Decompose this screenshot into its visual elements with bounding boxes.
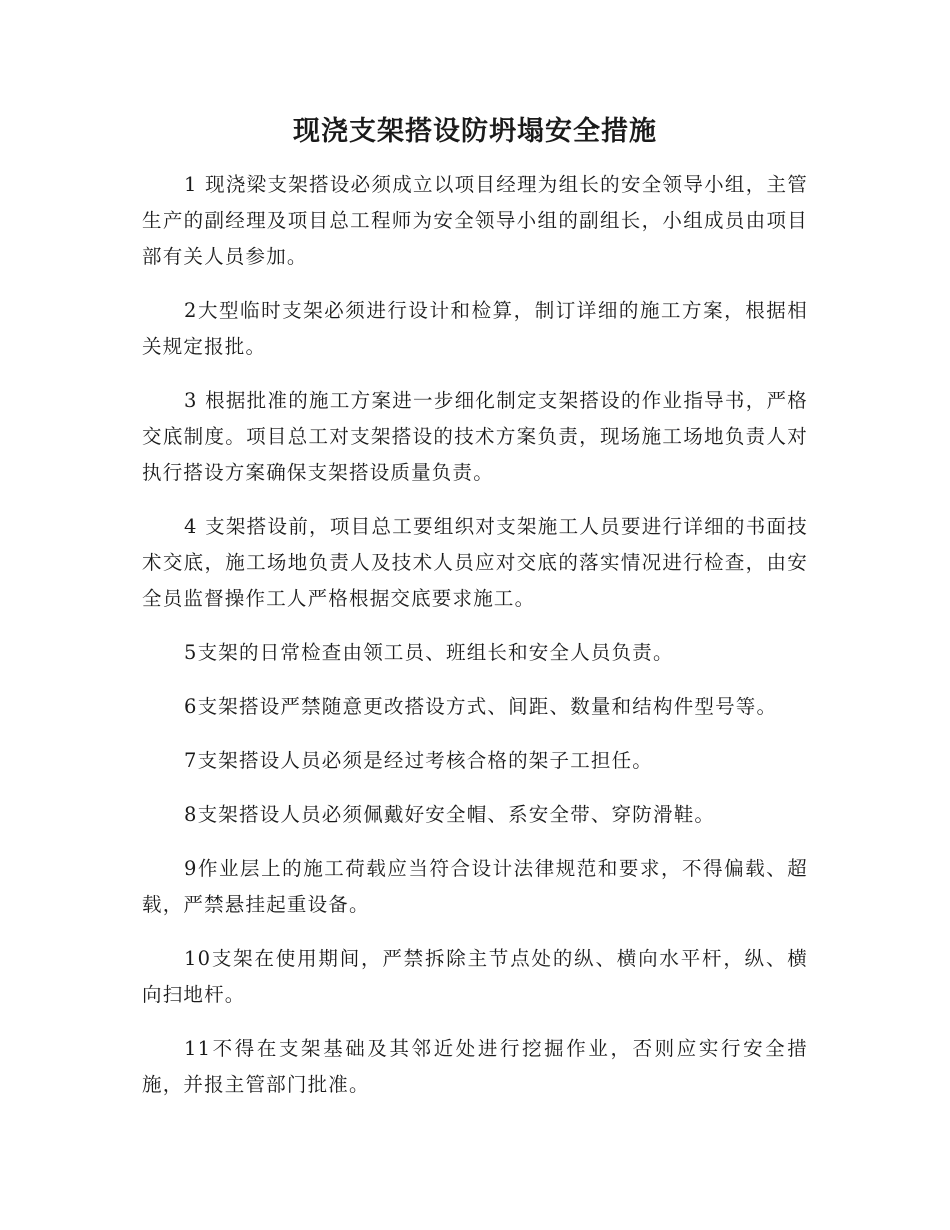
paragraph-10: 10支架在使用期间，严禁拆除主节点处的纵、横向水平杆，纵、横向扫地杆。 (142, 947, 808, 1006)
paragraph-2: 2大型临时支架必须进行设计和检算，制订详细的施工方案，根据相关规定报批。 (142, 299, 808, 358)
paragraph-6: 6支架搭设严禁随意更改搭设方式、间距、数量和结构件型号等。 (184, 695, 778, 718)
paragraph-4: 4 支架搭设前，项目总工要组织对支架施工人员要进行详细的书面技术交底，施工场地负责人及技术人员应对交底的落实情况进行检查，由安全员监督操作工人严格根据交底要求施工。 (142, 515, 808, 610)
paragraph-7: 7支架搭设人员必须是经过考核合格的架子工担任。 (184, 749, 654, 772)
paragraph-1: 1 现浇梁支架搭设必须成立以项目经理为组长的安全领导小组，主管生产的副经理及项目总工程师为安全领导小组的副组长，小组成员由项目部有关人员参加。 (142, 173, 808, 268)
paragraph-8: 8支架搭设人员必须佩戴好安全帽、系安全带、穿防滑鞋。 (184, 803, 716, 826)
document-title: 现浇支架搭设防坍塌安全措施 (293, 116, 657, 147)
paragraph-5: 5支架的日常检查由领工员、班组长和安全人员负责。 (184, 641, 674, 664)
document-body (142, 167, 808, 1121)
paragraph-11: 11不得在支架基础及其邻近处进行挖掘作业，否则应实行安全措施，并报主管部门批准。 (142, 1037, 808, 1096)
paragraph-3: 3 根据批准的施工方案进一步细化制定支架搭设的作业指导书，严格交底制度。项目总工对支架搭设的技术方案负责，现场施工场地负责人对执行搭设方案确保支架搭设质量负责。 (142, 389, 808, 484)
paragraph-9: 9作业层上的施工荷载应当符合设计法律规范和要求，不得偏载、超载，严禁悬挂起重设备。 (142, 857, 808, 916)
